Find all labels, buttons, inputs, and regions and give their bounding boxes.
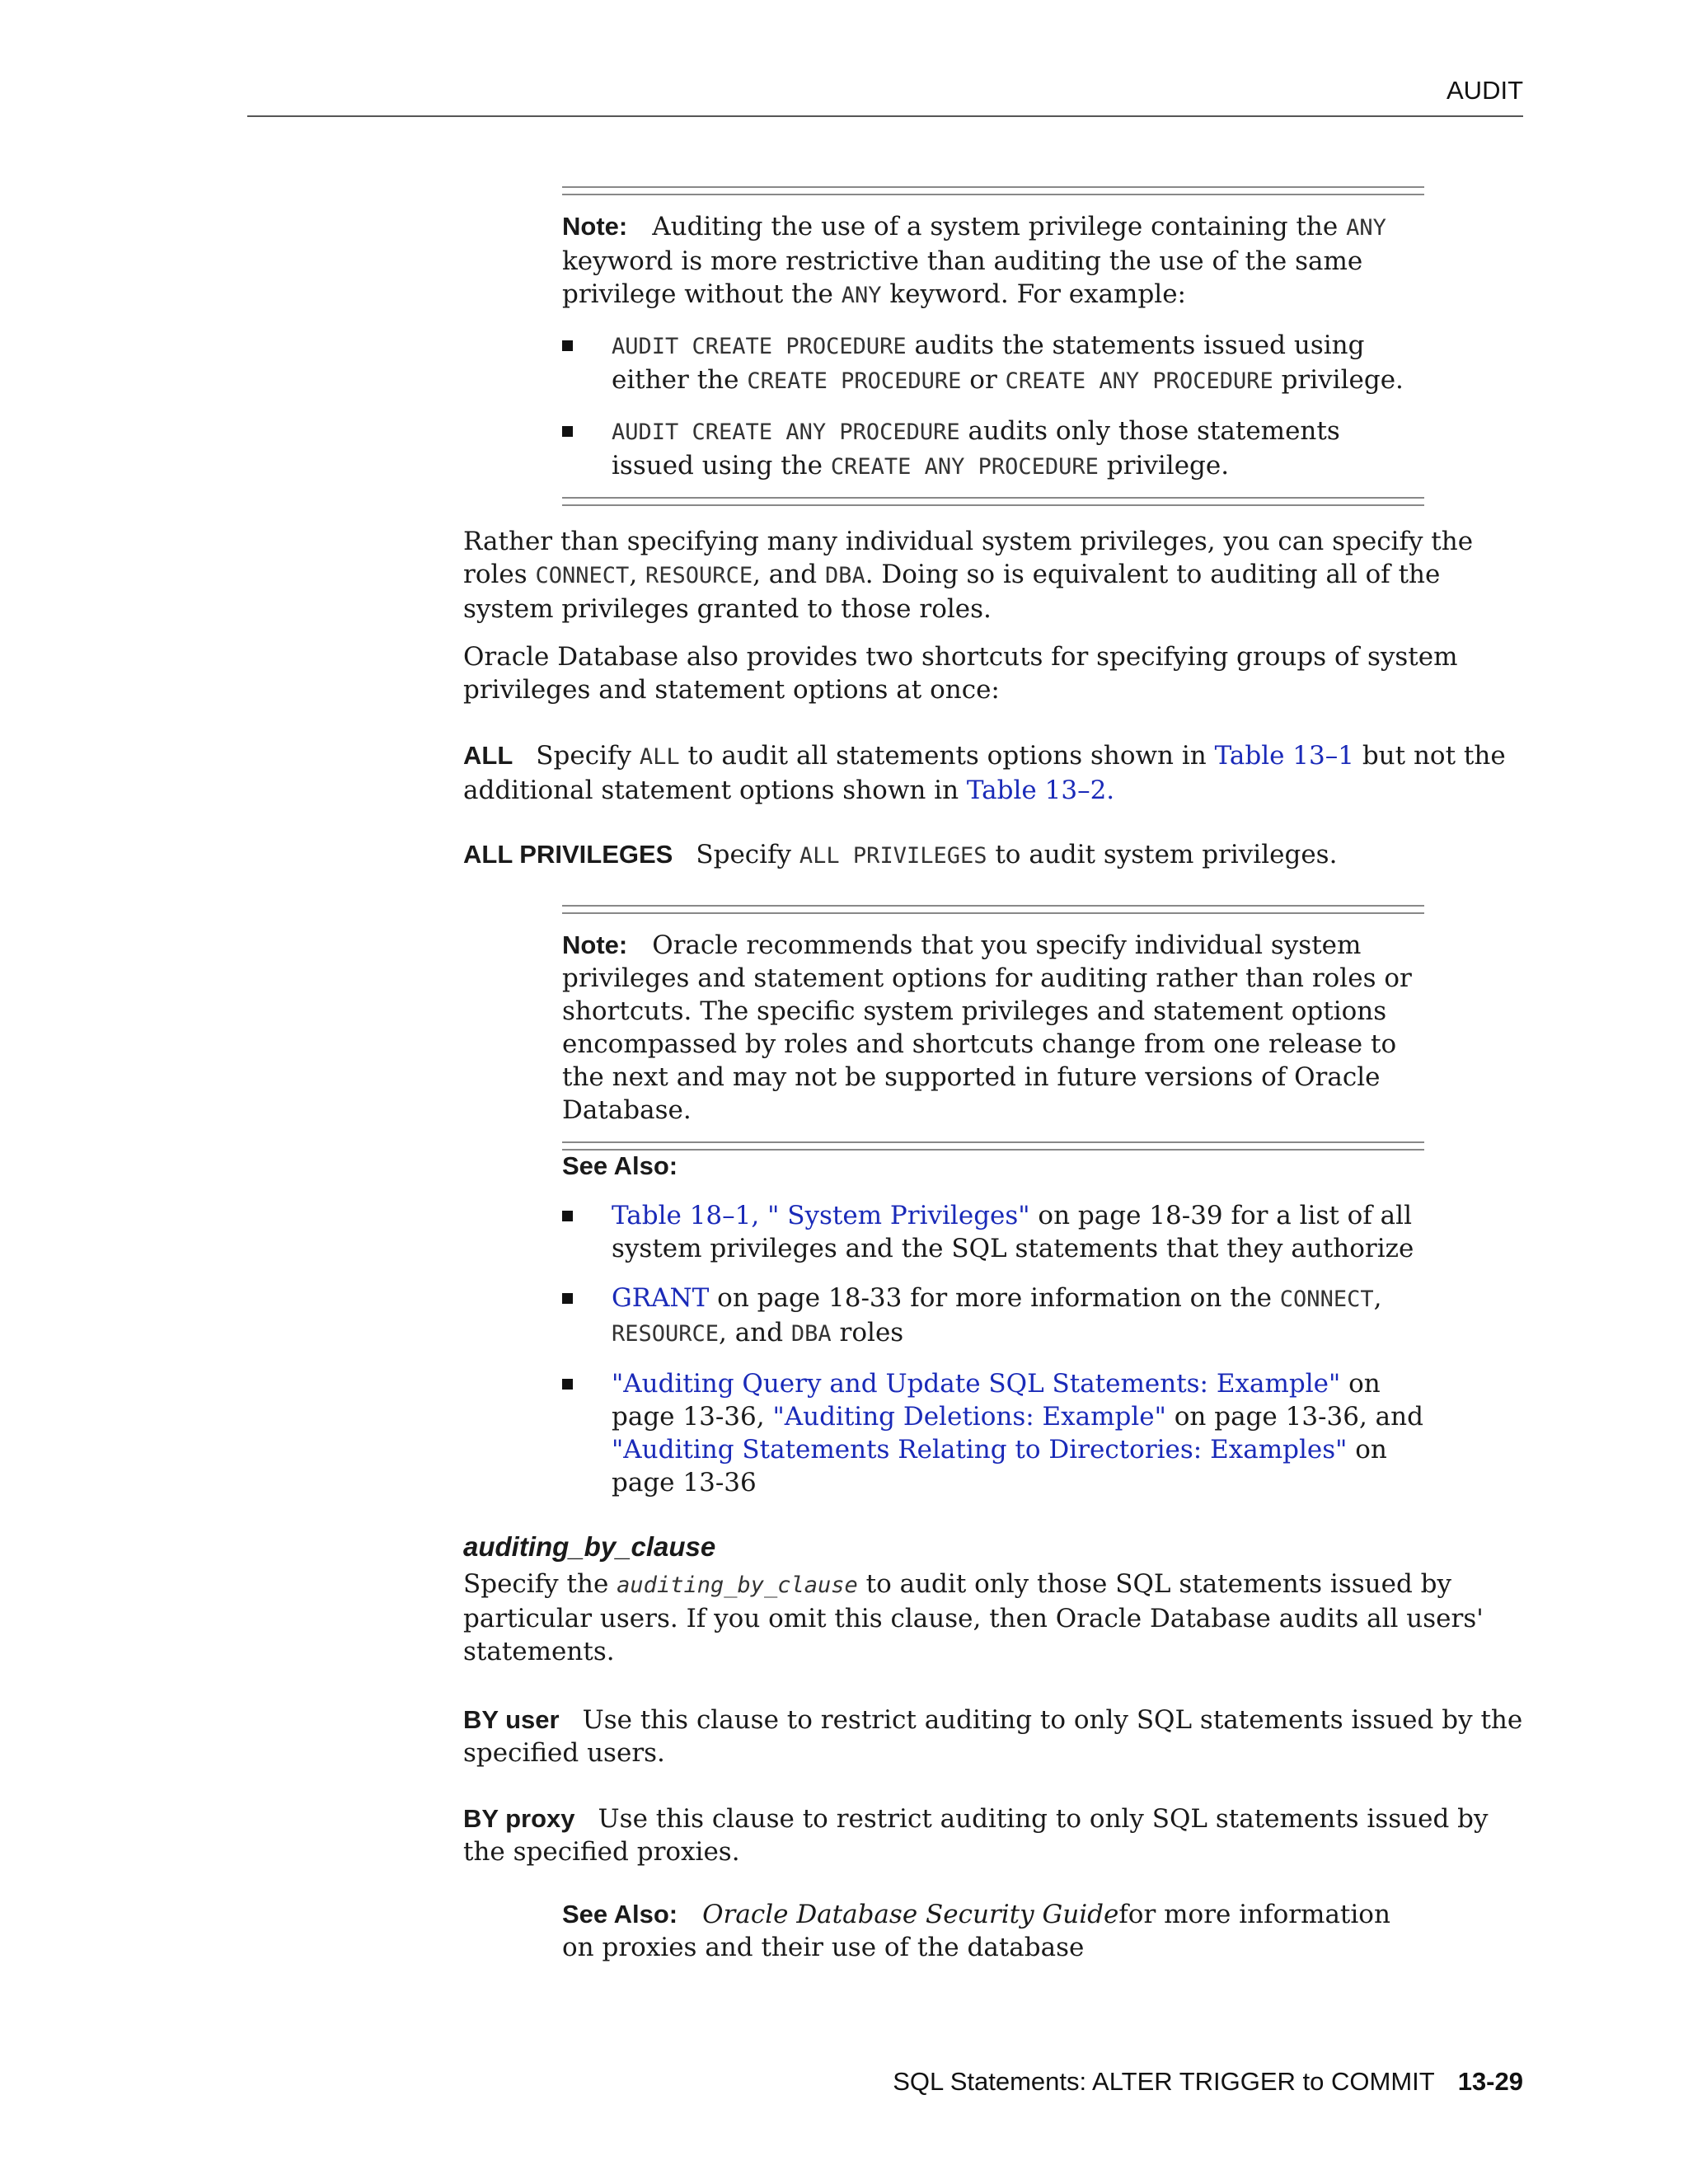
code-text: DBA [790,1321,832,1347]
code-text: CREATE PROCEDURE [747,368,962,394]
text-run: keyword is more restrictive than auditing the use of the same privilege without the [562,246,1363,309]
see-also-security-guide [562,1898,1424,1964]
see-also-list [562,1199,1424,1499]
text-run: to audit only those SQL statements issued by particular users. If you omit this clause, then Oracle Database audits all users' statements. [463,1569,1484,1666]
code-text: ANY [841,283,882,308]
text-run: on page 13-36, and [1165,1402,1423,1432]
list-item [562,1199,1424,1265]
note-paragraph [562,929,1424,1127]
text-run: , [629,560,646,589]
page-footer [247,2067,1523,2097]
text-run: audits only those statements issued using the [612,416,1340,480]
see-also-body [562,1900,1390,1962]
term-label: BY proxy [463,1804,575,1833]
list-item-text [612,1201,1414,1263]
note-label: Note: [562,930,628,959]
term-label: ALL [463,741,513,770]
page-number: 13-29 [1457,2067,1523,2096]
text-run: on page 18-39 for a list of all system privileges and the SQL statements that they authorize [612,1201,1414,1263]
term-by-user [463,1704,1526,1769]
text-run: Use this clause to restrict auditing to only SQL statements issued by the specified proxies. [463,1804,1489,1867]
list-item [562,329,1424,398]
list-item [562,1282,1424,1351]
text-run: or [961,365,1006,395]
cross-reference-link[interactable]: "Auditing Statements Relating to Directories: Examples" [612,1435,1348,1465]
list-item-text [612,330,1404,395]
section-body [463,1568,1526,1668]
text-run: Rather than specifying many individual system privileges, you can specify the roles [463,527,1474,589]
code-text: ALL [639,744,680,770]
bullet-icon [562,340,573,351]
term-body [463,741,1506,805]
list-item [562,415,1424,484]
section-heading: auditing_by_clause [463,1531,716,1562]
code-text: AUDIT CREATE ANY PROCEDURE [612,419,960,445]
code-text: auditing_by_clause [617,1572,858,1598]
cross-reference-link[interactable]: GRANT [612,1283,710,1313]
cross-reference-link[interactable]: Table 13–2. [966,776,1115,805]
note-bottom-rule [562,497,1424,506]
code-text: CONNECT [1279,1286,1374,1312]
note-top-rule [562,186,1424,195]
term-label: BY user [463,1705,560,1734]
text-run: privilege. [1273,365,1404,395]
text-run: keyword. For example: [881,279,1187,309]
list-item-text [612,1369,1423,1497]
header-rule [247,115,1523,117]
text-run: Oracle Database also provides two shortcuts for specifying groups of system privileges and statement options at once: [463,642,1458,705]
term-body [696,840,1337,869]
term-label: ALL PRIVILEGES [463,840,673,869]
code-text: AUDIT CREATE PROCEDURE [612,334,907,359]
note-body [562,930,1412,1125]
term-body [463,1705,1522,1768]
text-run: on page 13-36, [612,1369,1381,1432]
list-item-text [612,1283,1381,1347]
note-top-rule [562,905,1424,914]
note-label: Note: [562,212,628,241]
code-text: RESOURCE [612,1321,720,1347]
note-body [562,212,1386,309]
text-run: , and [753,560,825,589]
code-text: ANY [1346,215,1386,241]
text-run: Use this clause to restrict auditing to only SQL statements issued by the specified users. [463,1705,1523,1768]
term-by-proxy [463,1802,1526,1868]
text-run: on page 18-33 for more information on the [709,1283,1280,1313]
text-run: to audit all statements options shown in [679,741,1215,771]
cross-reference-link[interactable]: "Auditing Deletions: Example" [772,1402,1166,1432]
text-run: but not the additional statement options shown in [463,741,1506,805]
text-run: Specify the [463,1569,617,1599]
text-run: , and [719,1318,791,1347]
see-also-label: See Also: [562,1151,678,1180]
text-run: for more information on proxies and their use of the database [562,1900,1390,1962]
section-auditing-by-clause [463,1531,1526,1668]
paragraph-shortcuts [463,640,1526,706]
text-run: Auditing the use of a system privilege containing the [652,212,1347,241]
code-text: CREATE ANY PROCEDURE [830,454,1099,480]
note-paragraph [562,210,1424,312]
running-head: AUDIT [1447,76,1523,105]
see-also-box [562,1150,1424,1499]
code-text: CONNECT [535,563,630,588]
code-text: DBA [824,563,865,588]
text-run: audits the statements issued using either the [612,330,1365,395]
cross-reference-link[interactable]: Table 13–1 [1214,741,1354,771]
bullet-icon [562,426,573,437]
text-run: Specify [536,741,640,771]
note-box-recommendation [562,905,1424,1151]
footer-title: SQL Statements: ALTER TRIGGER to COMMIT [893,2067,1435,2096]
code-text: ALL PRIVILEGES [799,843,987,869]
list-item-text [612,416,1340,480]
see-also-label: See Also: [562,1900,678,1929]
term-body [463,1804,1489,1867]
note-bullet-list [562,329,1424,484]
text-run: , [1373,1283,1382,1313]
bullet-icon [562,1379,573,1390]
text-run: on page 13-36 [612,1435,1387,1497]
paragraph-roles [463,525,1526,626]
note-box-any-keyword [562,186,1424,506]
list-item [562,1367,1424,1499]
code-text: RESOURCE [645,563,753,588]
code-text: CREATE ANY PROCEDURE [1005,368,1273,394]
text-run: roles [831,1318,904,1347]
text-run: Specify [696,840,799,869]
text-run: Oracle recommends that you specify individual system privileges and statement options for auditing rather than roles or shortcuts. The specific system privileges and statement options encompassed by roles and shortcuts change from one release to the next and may not be supported in future versions of Oracle Database. [562,930,1412,1125]
text-run: privilege. [1098,451,1230,480]
text-run: Oracle Database Security Guide [702,1900,1119,1929]
term-all [463,739,1526,807]
cross-reference-link[interactable]: "Auditing Query and Update SQL Statements: Example" [612,1369,1341,1399]
bullet-icon [562,1211,573,1221]
cross-reference-link[interactable]: Table 18–1, " System Privileges" [612,1201,1030,1230]
text-run: to audit system privileges. [987,840,1338,869]
text-run: . Doing so is equivalent to auditing all of the system privileges granted to those roles. [463,560,1441,624]
term-all-privileges [463,838,1526,873]
bullet-icon [562,1293,573,1304]
